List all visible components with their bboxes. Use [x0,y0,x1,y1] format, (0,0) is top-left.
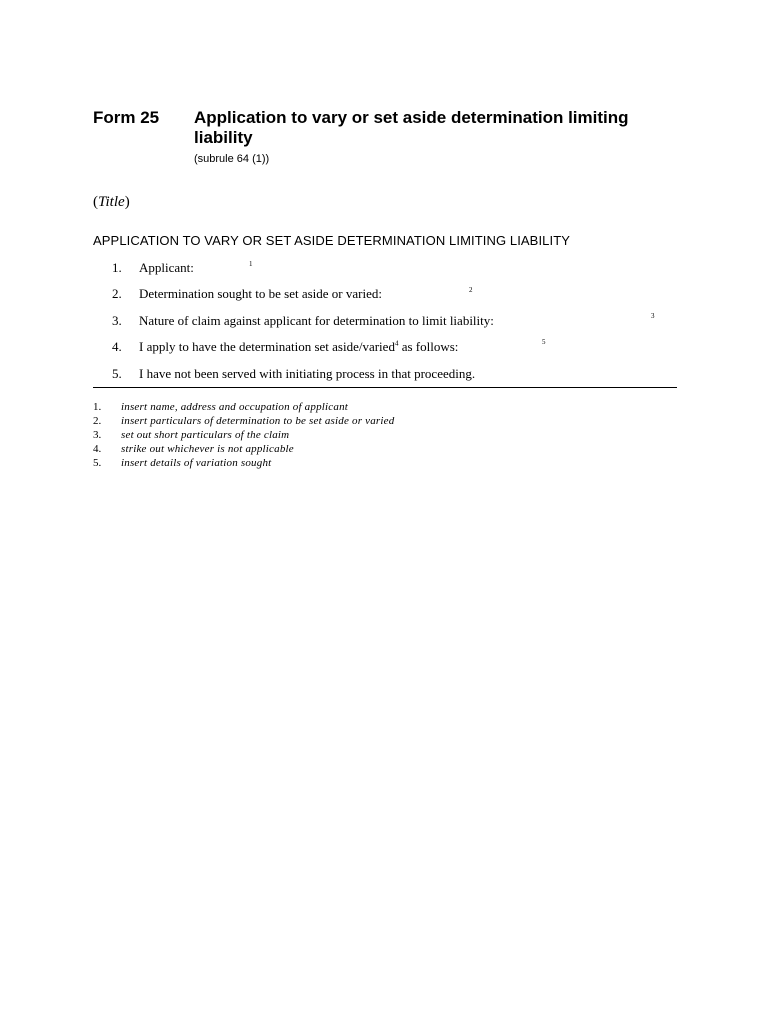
footnote-text: insert particulars of determination to be set aside or varied [121,415,395,427]
footnote-ref-1: 1 [249,260,253,268]
title-placeholder: (Title) [93,194,130,210]
footnote-number: 3. [93,429,102,441]
footnote-number: 5. [93,457,102,469]
footnote-divider [93,387,677,388]
footnote-number: 4. [93,443,102,455]
application-heading: APPLICATION TO VARY OR SET ASIDE DETERMINATION LIMITING LIABILITY [93,233,571,248]
title-word: Title [98,194,125,210]
subrule-reference: (subrule 64 (1)) [194,153,270,165]
item-text: I have not been served with initiating process in that proceeding. [139,366,476,381]
footnote-ref-4: 4 [394,339,399,348]
item-number: 1. [112,260,122,275]
footnote-number: 2. [93,415,102,427]
item-text: Determination sought to be set aside or varied: [139,286,382,301]
footnote-text: insert name, address and occupation of applicant [121,401,349,413]
footnote-text: strike out whichever is not applicable [121,443,294,455]
item-number: 5. [112,366,122,381]
item-text: I apply to have the determination set aside/varied$^4$ as follows: [139,339,459,354]
item-text: Applicant: [139,260,194,275]
item-number: 4. [112,339,122,354]
footnote-ref-3: 3 [651,312,655,320]
footnote-text: set out short particulars of the claim [121,429,290,441]
item-number: 2. [112,286,122,301]
item-text: Nature of claim against applicant for determination to limit liability: [139,313,494,328]
footnote-text: insert details of variation sought [121,457,272,469]
footnote-number: 1. [93,401,102,413]
footnote-ref-5: 5 [542,338,546,346]
form-title: Application to vary or set aside determination limiting liability [194,108,629,147]
footnote-ref-2: 2 [469,286,473,294]
item-number: 3. [112,313,122,328]
form-number: Form 25 [93,108,160,127]
